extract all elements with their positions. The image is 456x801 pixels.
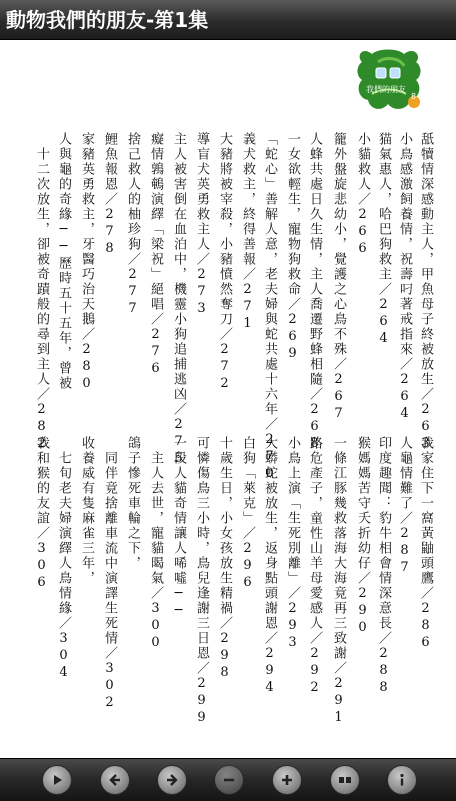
info-icon [393,771,411,789]
play-button[interactable] [42,765,72,795]
double-square-icon [336,771,354,789]
toc-column[interactable]: 收養威有隻麻雀三年， [79,436,94,586]
toc-column[interactable]: 主人被害倒在血泊中，機靈小狗追捕逃凶／275 [171,132,186,468]
bookmark-button[interactable] [330,765,360,795]
toc-column[interactable]: 人蜂共處日久生情，主人喬遷野蜂相隨／268 [307,132,322,453]
toc-column[interactable]: 主人去世，寵貓暍氣／300 [148,436,163,652]
toc-column[interactable]: 人龜情難了／287 [397,436,412,577]
toc-column[interactable]: 籠外盤旋悲幼小，覺護之心鳥不殊／267 [331,132,346,423]
toc-column[interactable]: 鯉魚報恩／278 [102,132,117,258]
toc-column[interactable]: 舐犢情深感動主人，甲魚母子終被放生／263 [418,132,433,453]
play-icon [48,771,66,789]
toc-column[interactable]: 大豬將被宰殺，小豬憤然奪刀／272 [217,132,232,393]
arrow-left-icon [106,771,124,789]
toc-column[interactable]: 猫氣惠人，哈巴狗救主／264 [376,132,391,348]
toc-column[interactable]: 小鳥上演「生死別離」／293 [285,436,300,652]
toc-column[interactable]: 七旬老夫婦演繹人鳥情緣／304 [56,436,71,682]
bottom-toolbar [0,758,456,801]
arrow-right-icon [163,771,181,789]
app-title: 動物我們的朋友-第1集 [6,8,209,32]
toc-column[interactable]: 同伴竟捨離車流中演譯生死情／302 [102,436,117,712]
toc-column[interactable]: 一女欲輕生，寵物狗救命／269 [285,132,300,363]
toc-column[interactable]: 我和猴的友誼／306 [34,436,49,592]
zoom-in-button[interactable] [272,765,302,795]
toc-column[interactable]: 十二次放生，卻被奇蹟般的尋到主人／282 [34,132,49,453]
toc-column[interactable]: 鴿子慘死車輪之下， [125,436,140,571]
toc-column[interactable]: 義犬救主，終得善報／271 [240,132,255,333]
toc-column[interactable]: 人與龜的奇緣──歷時五十五年，曾被 [56,132,71,391]
next-button[interactable] [157,765,187,795]
toc-column[interactable]: 大蟒蛇被放生，返身點頭謝恩／294 [262,436,277,697]
minus-icon [220,771,238,789]
book-logo-icon [352,46,424,116]
logo-badge: 8 [411,92,417,101]
plus-icon [278,771,296,789]
previous-button[interactable] [100,765,130,795]
toc-column[interactable]: 小貓救人／266 [355,132,370,258]
toc-column[interactable]: 捨己救人的柚珍狗／277 [125,132,140,318]
info-button[interactable] [387,765,417,795]
toc-column[interactable]: 白狗「萊克」／296 [240,436,255,592]
zoom-out-button[interactable] [214,765,244,795]
toc-column[interactable]: 一條江豚幾救落海大海竟再三致謝／291 [331,436,346,727]
toc-column[interactable]: 導盲犬英勇救主人／273 [194,132,209,318]
toc-column[interactable]: 癡情鶉鵪演繹「梁祝」絕唱／276 [148,132,163,378]
app-title-bar [0,0,456,40]
toc-column[interactable]: 一段人貓奇情讓人唏噓── [171,436,186,620]
toc-column[interactable]: 十歲生日，小女孩放生精禍／298 [217,436,232,682]
toc-column[interactable]: 小鳥感激飼養情，祝壽叼著戒指來／264 [397,132,412,423]
toc-column[interactable]: 猴媽媽苦守夭折幼仔／290 [355,436,370,637]
toc-column[interactable]: 家豬英勇救主，牙醫巧治天鵝／280 [79,132,94,393]
toc-column[interactable]: 我家住下一窩黃鼬頭鷹／286 [418,436,433,652]
toc-column[interactable]: 「蛇心」善解人意，老夫婦與蛇共處十六年／270 [262,132,277,483]
toc-column[interactable]: 印度趣聞：豹牛相會情深意長／288 [376,436,391,697]
toc-column[interactable]: 可憐傷鳥三小時，鳥兒逢謝三日恩／299 [194,436,209,727]
toc-column[interactable]: 路危產子，童性山羊母愛感人／292 [307,436,322,697]
book-page[interactable] [0,40,456,758]
logo-text: 我們的朋友 [366,85,406,94]
